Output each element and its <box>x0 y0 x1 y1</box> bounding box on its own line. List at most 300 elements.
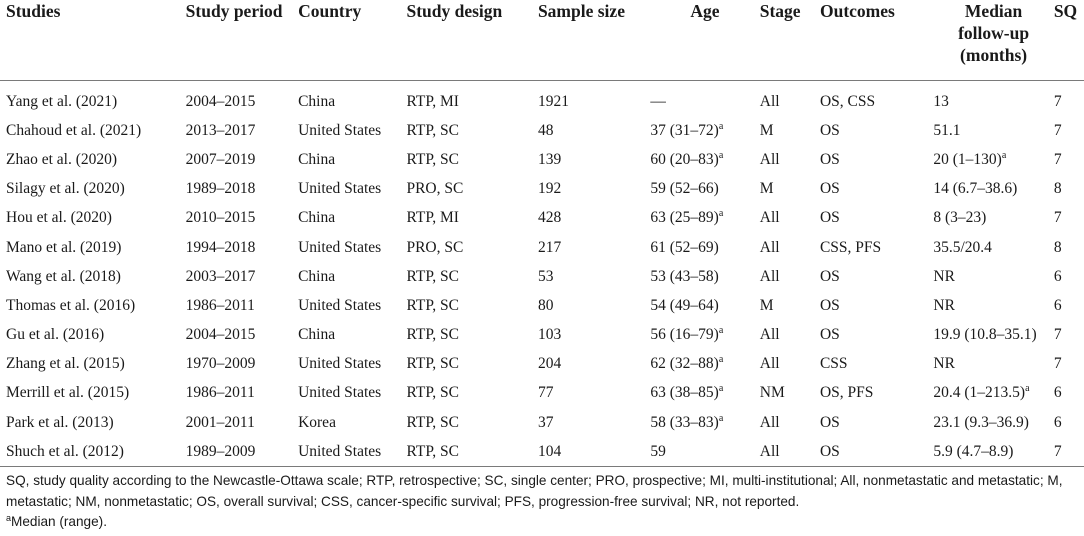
cell-study-period-value: 1994–2018 <box>185 238 256 256</box>
cell-study-design <box>406 291 537 320</box>
cell-sample-size <box>538 204 650 233</box>
cell-stage <box>760 350 820 379</box>
cell-country <box>298 321 406 350</box>
cell-median-followup-value: NR <box>933 355 955 373</box>
cell-outcomes <box>820 437 933 467</box>
cell-sq <box>1054 145 1084 174</box>
table-row <box>0 81 1084 117</box>
cell-country-value: United States <box>298 442 382 460</box>
cell-outcomes-value: OS <box>819 267 840 285</box>
cell-median-followup <box>933 233 1053 262</box>
cell-study-period-value: 2007–2019 <box>185 150 256 168</box>
cell-age-footnote-marker: a <box>718 325 724 337</box>
cell-stage-value: NM <box>759 384 785 402</box>
cell-stage-value: All <box>759 355 780 373</box>
cell-age <box>650 175 759 204</box>
cell-sample-size-value: 204 <box>537 355 562 373</box>
header-median-line2: follow-up <box>958 23 1030 43</box>
cell-country <box>298 291 406 320</box>
cell-study-period-value: 2013–2017 <box>185 121 256 139</box>
cell-study-design-value: RTP, SC <box>406 121 459 139</box>
cell-study-design-value: RTP, SC <box>406 326 459 344</box>
cell-sq <box>1054 379 1084 408</box>
cell-age-footnote-marker: a <box>718 208 724 220</box>
cell-age-value: 54 (49–64) <box>650 296 719 314</box>
cell-outcomes <box>820 233 933 262</box>
cell-study-value: Mano et al. (2019) <box>6 238 122 256</box>
cell-age-footnote-marker: a <box>718 354 724 366</box>
cell-stage <box>760 81 820 117</box>
cell-study-design <box>406 408 537 437</box>
cell-median-followup <box>933 145 1053 174</box>
cell-sample-size-value: 48 <box>537 121 554 139</box>
cell-sample-size <box>538 262 650 291</box>
table-body <box>0 81 1084 467</box>
cell-sq <box>1054 408 1084 437</box>
cell-median-followup-footnote-marker: a <box>1001 149 1007 161</box>
cell-study-period <box>186 379 298 408</box>
header-median-line3: (months) <box>960 45 1028 65</box>
header-sq: SQ <box>1054 0 1084 81</box>
cell-study-period-value: 2004–2015 <box>185 92 256 110</box>
cell-sq <box>1054 116 1084 145</box>
cell-age <box>650 81 759 117</box>
table-row <box>0 204 1084 233</box>
cell-study-period-value: 2001–2011 <box>185 413 255 431</box>
cell-age-value: — <box>650 92 666 110</box>
cell-stage <box>760 379 820 408</box>
cell-study-period-value: 1989–2018 <box>185 180 256 198</box>
cell-stage-value: M <box>759 180 774 198</box>
table-row <box>0 321 1084 350</box>
footnote-marker-text: Median (range). <box>11 514 107 529</box>
cell-stage-value: All <box>759 238 780 256</box>
cell-age <box>650 291 759 320</box>
cell-study-design <box>406 81 537 117</box>
cell-country <box>298 116 406 145</box>
cell-study-design-value: RTP, SC <box>406 150 459 168</box>
cell-country <box>298 145 406 174</box>
cell-study-period <box>186 350 298 379</box>
cell-country-value: Korea <box>298 413 336 431</box>
cell-study-period <box>186 175 298 204</box>
cell-age-value: 63 (25–89) <box>650 209 719 227</box>
cell-sq <box>1054 204 1084 233</box>
cell-age-value: 37 (31–72) <box>650 121 719 139</box>
cell-study-design <box>406 116 537 145</box>
cell-outcomes-value: CSS <box>819 355 848 373</box>
cell-sample-size-value: 77 <box>537 384 554 402</box>
cell-study-design-value: RTP, SC <box>406 413 459 431</box>
cell-study-design <box>406 262 537 291</box>
cell-study <box>0 116 186 145</box>
cell-age <box>650 379 759 408</box>
cell-study-design-value: PRO, SC <box>406 180 464 198</box>
cell-sample-size-value: 53 <box>537 267 554 285</box>
cell-sample-size-value: 104 <box>537 442 562 460</box>
cell-sample-size <box>538 408 650 437</box>
cell-median-followup-value: 35.5/20.4 <box>933 238 992 256</box>
cell-study <box>0 233 186 262</box>
cell-study <box>0 262 186 291</box>
cell-country <box>298 408 406 437</box>
table-row <box>0 262 1084 291</box>
cell-age <box>650 321 759 350</box>
cell-age <box>650 233 759 262</box>
header-median-followup <box>933 0 1053 81</box>
cell-median-followup <box>933 262 1053 291</box>
cell-sample-size-value: 139 <box>537 150 562 168</box>
cell-study-value: Wang et al. (2018) <box>6 267 121 285</box>
cell-age-footnote-marker: a <box>718 149 724 161</box>
cell-country-value: United States <box>298 238 382 256</box>
cell-study <box>0 291 186 320</box>
cell-median-followup <box>933 350 1053 379</box>
cell-median-followup-value: 8 (3–23) <box>933 209 987 227</box>
cell-outcomes <box>820 379 933 408</box>
cell-sq-value: 7 <box>1053 209 1062 227</box>
cell-median-followup <box>933 321 1053 350</box>
cell-study <box>0 204 186 233</box>
cell-stage-value: All <box>759 413 780 431</box>
cell-country-value: United States <box>298 180 382 198</box>
cell-country-value: China <box>298 326 336 344</box>
cell-study-period <box>186 233 298 262</box>
cell-median-followup-value: 5.9 (4.7–8.9) <box>933 442 1014 460</box>
cell-median-followup-value: NR <box>933 267 955 285</box>
cell-age-value: 63 (38–85) <box>650 384 719 402</box>
cell-sq-value: 7 <box>1053 121 1062 139</box>
cell-study-design <box>406 321 537 350</box>
header-outcomes: Outcomes <box>820 0 933 81</box>
cell-median-followup-value: 51.1 <box>933 121 961 139</box>
cell-sq <box>1054 350 1084 379</box>
cell-sq-value: 6 <box>1053 384 1062 402</box>
cell-country <box>298 379 406 408</box>
cell-study-design-value: RTP, SC <box>406 384 459 402</box>
cell-outcomes <box>820 204 933 233</box>
cell-outcomes-value: OS <box>819 150 840 168</box>
cell-stage <box>760 204 820 233</box>
cell-sq <box>1054 321 1084 350</box>
cell-study-period <box>186 291 298 320</box>
cell-median-followup <box>933 379 1053 408</box>
cell-sq-value: 8 <box>1053 180 1062 198</box>
header-age <box>650 0 759 81</box>
cell-study-period <box>186 81 298 117</box>
cell-sample-size-value: 80 <box>537 296 554 314</box>
cell-stage-value: All <box>759 92 780 110</box>
cell-age <box>650 204 759 233</box>
header-studies: Studies <box>0 0 186 81</box>
cell-age-value: 59 <box>650 442 666 460</box>
cell-study <box>0 321 186 350</box>
header-study-design: Study design <box>406 0 537 81</box>
cell-study-design <box>406 233 537 262</box>
cell-median-followup-value: 23.1 (9.3–36.9) <box>933 413 1029 431</box>
cell-study <box>0 437 186 467</box>
cell-study-design-value: PRO, SC <box>406 238 464 256</box>
cell-stage <box>760 291 820 320</box>
cell-age-footnote-marker: a <box>718 120 724 132</box>
cell-study-design-value: RTP, SC <box>406 442 459 460</box>
cell-median-followup-value: 20 (1–130) <box>933 150 1002 168</box>
cell-outcomes-value: OS <box>819 121 840 139</box>
cell-study-period <box>186 116 298 145</box>
cell-sample-size <box>538 379 650 408</box>
table-footnote <box>6 471 1082 533</box>
cell-study-value: Zhang et al. (2015) <box>6 355 125 373</box>
table-row <box>0 408 1084 437</box>
cell-study-period <box>186 321 298 350</box>
cell-stage <box>760 175 820 204</box>
cell-country <box>298 437 406 467</box>
cell-stage <box>760 437 820 467</box>
footnote-marker: a <box>6 513 12 523</box>
cell-study-period-value: 2003–2017 <box>185 267 256 285</box>
cell-sq <box>1054 233 1084 262</box>
cell-study <box>0 175 186 204</box>
cell-country-value: China <box>298 209 336 227</box>
cell-outcomes <box>820 145 933 174</box>
cell-median-followup-footnote-marker: a <box>1025 383 1030 395</box>
cell-study-period-value: 1986–2011 <box>185 296 255 314</box>
cell-study-design <box>406 437 537 467</box>
cell-sample-size <box>538 81 650 117</box>
cell-outcomes-value: OS <box>819 180 840 198</box>
header-age-label: Age <box>690 1 720 21</box>
cell-country-value: China <box>298 92 336 110</box>
cell-country <box>298 204 406 233</box>
cell-age-value: 62 (32–88) <box>650 355 719 373</box>
cell-study-design <box>406 175 537 204</box>
cell-stage <box>760 145 820 174</box>
table-row <box>0 350 1084 379</box>
table-row <box>0 233 1084 262</box>
cell-study-value: Silagy et al. (2020) <box>6 180 125 198</box>
cell-outcomes <box>820 408 933 437</box>
cell-median-followup <box>933 291 1053 320</box>
cell-stage <box>760 262 820 291</box>
cell-country <box>298 350 406 379</box>
header-country: Country <box>298 0 406 81</box>
table-header <box>0 0 1084 81</box>
cell-study-design <box>406 379 537 408</box>
header-stage: Stage <box>760 0 820 81</box>
cell-sample-size <box>538 175 650 204</box>
cell-sample-size-value: 217 <box>537 238 562 256</box>
cell-outcomes-value: OS <box>819 326 840 344</box>
header-median-line1: Median <box>964 1 1023 21</box>
footnote-marker-line <box>6 512 1082 533</box>
cell-sq <box>1054 437 1084 467</box>
cell-stage-value: All <box>759 150 780 168</box>
cell-sample-size <box>538 437 650 467</box>
cell-country-value: China <box>298 267 336 285</box>
cell-outcomes-value: OS <box>819 413 840 431</box>
cell-country-value: United States <box>298 121 382 139</box>
cell-outcomes <box>820 175 933 204</box>
cell-sample-size-value: 1921 <box>537 92 569 110</box>
cell-age-value: 58 (33–83) <box>650 413 719 431</box>
cell-median-followup <box>933 204 1053 233</box>
table-row <box>0 379 1084 408</box>
cell-study-design <box>406 204 537 233</box>
cell-stage <box>760 233 820 262</box>
cell-age-value: 59 (52–66) <box>650 180 719 198</box>
cell-age <box>650 262 759 291</box>
cell-study-period <box>186 204 298 233</box>
cell-age <box>650 408 759 437</box>
cell-sq <box>1054 175 1084 204</box>
cell-sample-size-value: 37 <box>537 413 554 431</box>
cell-study-value: Park et al. (2013) <box>6 413 114 431</box>
cell-median-followup <box>933 81 1053 117</box>
cell-study-design-value: RTP, MI <box>406 209 459 227</box>
cell-stage-value: All <box>759 326 780 344</box>
cell-country <box>298 262 406 291</box>
cell-study-period <box>186 262 298 291</box>
cell-sq-value: 7 <box>1053 355 1062 373</box>
cell-study-value: Thomas et al. (2016) <box>6 296 136 314</box>
cell-sq-value: 7 <box>1053 326 1062 344</box>
footnote-abbreviations: SQ, study quality according to the Newcastle-Ottawa scale; RTP, retrospective; SC, single center; PRO, prospective; MI, multi-institutional; All, nonmetastatic and metastatic; M, metastatic; NM, nonmetastatic; OS, overall survival; CSS, cancer-specific survival; PFS, progression-free survival; NR, not reported. <box>6 473 1063 509</box>
cell-stage-value: All <box>759 267 780 285</box>
cell-country-value: United States <box>298 384 382 402</box>
cell-outcomes <box>820 350 933 379</box>
cell-sample-size-value: 192 <box>537 180 562 198</box>
header-sample-size: Sample size <box>538 0 650 81</box>
cell-stage-value: All <box>759 442 780 460</box>
cell-stage <box>760 321 820 350</box>
cell-study-value: Hou et al. (2020) <box>6 209 112 227</box>
cell-sample-size <box>538 321 650 350</box>
cell-median-followup <box>933 175 1053 204</box>
cell-stage <box>760 408 820 437</box>
cell-study-period-value: 2004–2015 <box>185 326 256 344</box>
cell-outcomes <box>820 116 933 145</box>
cell-median-followup-value: NR <box>933 296 955 314</box>
cell-outcomes-value: OS, CSS <box>819 92 876 110</box>
cell-outcomes-value: OS <box>819 296 840 314</box>
cell-study-period <box>186 408 298 437</box>
cell-median-followup <box>933 408 1053 437</box>
table-row <box>0 116 1084 145</box>
table-row <box>0 437 1084 467</box>
cell-country <box>298 175 406 204</box>
cell-outcomes <box>820 81 933 117</box>
cell-age-value: 60 (20–83) <box>650 150 719 168</box>
cell-sample-size <box>538 350 650 379</box>
cell-sq-value: 6 <box>1053 296 1062 314</box>
cell-sample-size-value: 428 <box>537 209 562 227</box>
cell-study-design <box>406 145 537 174</box>
cell-study-value: Merrill et al. (2015) <box>6 384 130 402</box>
cell-sq-value: 6 <box>1053 413 1062 431</box>
cell-study-period <box>186 145 298 174</box>
cell-study-value: Shuch et al. (2012) <box>6 442 124 460</box>
cell-study-period-value: 1970–2009 <box>185 355 256 373</box>
cell-study-design-value: RTP, SC <box>406 355 459 373</box>
cell-age <box>650 437 759 467</box>
table-row <box>0 291 1084 320</box>
cell-study <box>0 350 186 379</box>
cell-study-design-value: RTP, SC <box>406 267 459 285</box>
cell-sample-size-value: 103 <box>537 326 562 344</box>
cell-sample-size <box>538 233 650 262</box>
cell-outcomes <box>820 262 933 291</box>
cell-outcomes <box>820 321 933 350</box>
cell-outcomes <box>820 291 933 320</box>
cell-stage <box>760 116 820 145</box>
cell-age <box>650 350 759 379</box>
table-row <box>0 175 1084 204</box>
cell-age-value: 61 (52–69) <box>650 238 719 256</box>
cell-country <box>298 81 406 117</box>
cell-study-period <box>186 437 298 467</box>
cell-outcomes-value: OS, PFS <box>819 384 874 402</box>
cell-sample-size <box>538 116 650 145</box>
cell-age <box>650 145 759 174</box>
cell-study-design-value: RTP, MI <box>406 92 459 110</box>
cell-study-design-value: RTP, SC <box>406 296 459 314</box>
cell-study-value: Zhao et al. (2020) <box>6 150 118 168</box>
cell-sq-value: 7 <box>1053 92 1062 110</box>
cell-sq <box>1054 291 1084 320</box>
header-row <box>0 0 1084 81</box>
cell-country-value: China <box>298 150 336 168</box>
cell-sq-value: 6 <box>1053 267 1062 285</box>
cell-country-value: United States <box>298 355 382 373</box>
cell-study-period-value: 1989–2009 <box>185 442 256 460</box>
cell-stage-value: All <box>759 209 780 227</box>
cell-age-footnote-marker: a <box>718 412 724 424</box>
cell-sample-size <box>538 291 650 320</box>
cell-study <box>0 408 186 437</box>
cell-outcomes-value: OS <box>819 209 840 227</box>
cell-study-design <box>406 350 537 379</box>
cell-median-followup <box>933 437 1053 467</box>
cell-study-value: Yang et al. (2021) <box>6 92 118 110</box>
cell-outcomes-value: OS <box>819 442 840 460</box>
cell-sample-size <box>538 145 650 174</box>
cell-study-value: Chahoud et al. (2021) <box>6 121 142 139</box>
cell-study <box>0 145 186 174</box>
cell-stage-value: M <box>759 296 774 314</box>
cell-sq <box>1054 81 1084 117</box>
cell-median-followup-value: 13 <box>933 92 949 110</box>
cell-age-footnote-marker: a <box>718 383 724 395</box>
cell-study <box>0 81 186 117</box>
cell-median-followup-value: 14 (6.7–38.6) <box>933 180 1018 198</box>
cell-sq-value: 7 <box>1053 150 1062 168</box>
cell-study-period-value: 2010–2015 <box>185 209 256 227</box>
cell-outcomes-value: CSS, PFS <box>819 238 882 256</box>
cell-sq-value: 7 <box>1053 442 1062 460</box>
cell-sq <box>1054 262 1084 291</box>
cell-country-value: United States <box>298 296 382 314</box>
cell-study <box>0 379 186 408</box>
cell-study-period-value: 1986–2011 <box>185 384 255 402</box>
cell-median-followup-value: 19.9 (10.8–35.1) <box>933 326 1037 344</box>
header-study-period: Study period <box>186 0 298 81</box>
table-row <box>0 145 1084 174</box>
cell-age-value: 53 (43–58) <box>650 267 719 285</box>
cell-sq-value: 8 <box>1053 238 1062 256</box>
cell-study-value: Gu et al. (2016) <box>6 326 105 344</box>
cell-age <box>650 116 759 145</box>
cell-median-followup <box>933 116 1053 145</box>
